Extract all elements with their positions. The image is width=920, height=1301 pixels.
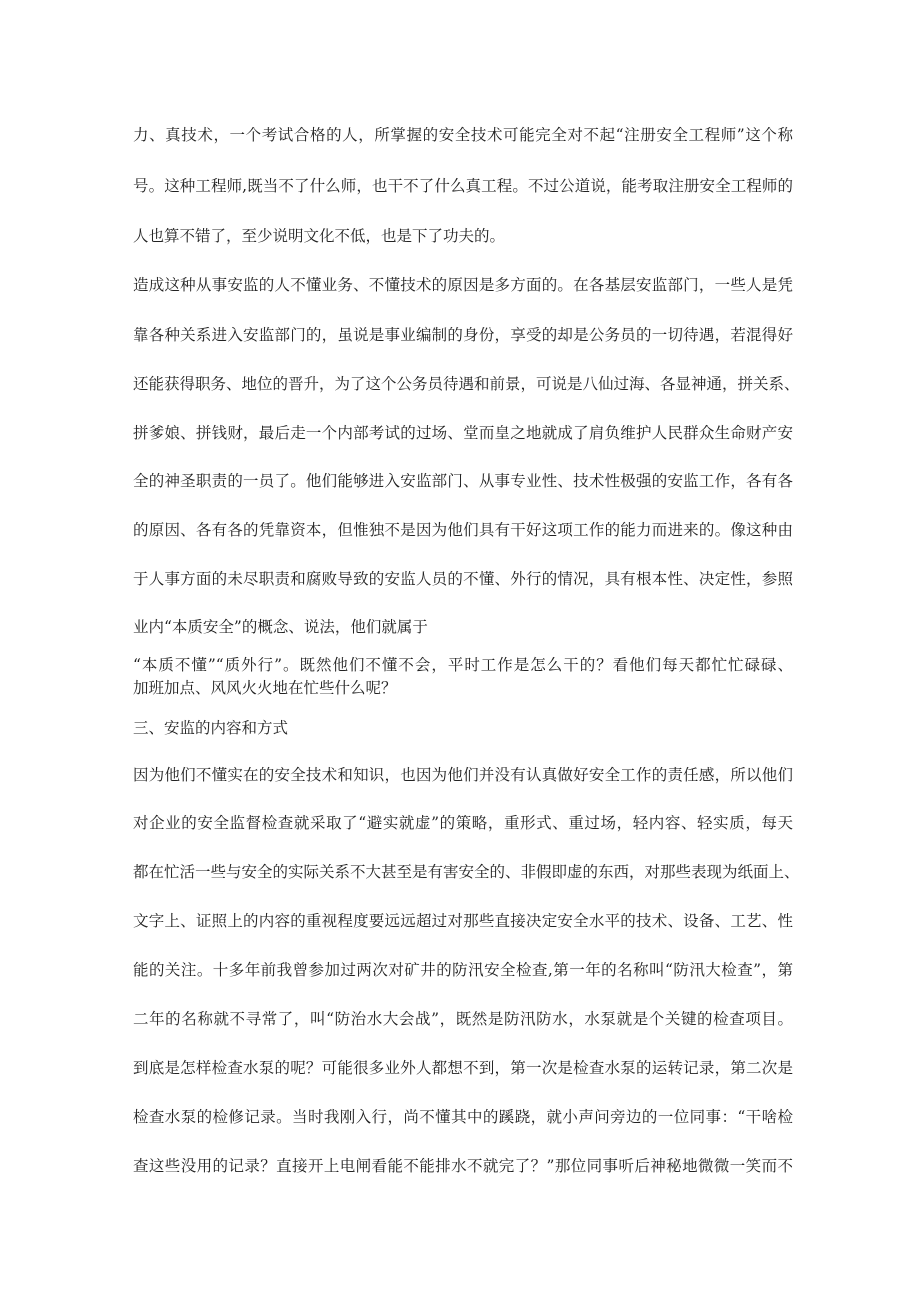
text-line: 拼爹娘、拼钱财，最后走一个内部考试的过场、堂而皇之地就成了肩负维护人民群众生命财产安 [133, 424, 793, 442]
text-line: 到底是怎样检查水泵的呢？可能很多业外人都想不到，第一次是检查水泵的运转记录，第二次是 [133, 1059, 793, 1077]
text-line: 检查水泵的检修记录。当时我刚入行，尚不懂其中的蹊跷，就小声问旁边的一位同事：“干啥检 [133, 1108, 793, 1126]
text-line: 加班加点、风风火火地在忙些什么呢？ [133, 679, 397, 697]
text-line: 文字上、证照上的内容的重视程度要远远超过对那些直接决定安全水平的技术、设备、工艺、性 [133, 912, 793, 930]
text-line: 于人事方面的未尽职责和腐败导致的安监人员的不懂、外行的情况，具有根本性、决定性，参照 [133, 570, 793, 588]
text-line: 二年的名称就不寻常了，叫“防治水大会战”，既然是防汛防水，水泵就是个关键的检查项目。 [133, 1010, 793, 1028]
text-line: “本质不懂”“质外行”。既然他们不懂不会，平时工作是怎么干的？看他们每天都忙忙碌碌、 [133, 656, 793, 674]
text-line: 全的神圣职责的一员了。他们能够进入安监部门、从事专业性、技术性极强的安监工作，各有各 [133, 472, 793, 490]
text-line: 查这些没用的记录？直接开上电闸看能不能排水不就完了？”那位同事听后神秘地微微一笑而不 [133, 1157, 793, 1175]
text-line: 力、真技术，一个考试合格的人，所掌握的安全技术可能完全对不起“注册安全工程师”这个称 [133, 126, 793, 144]
text-line: 能的关注。十多年前我曾参加过两次对矿井的防汛安全检查,第一年的名称叫“防汛大检查”，第 [133, 961, 793, 979]
text-line: 造成这种从事安监的人不懂业务、不懂技术的原因是多方面的。在各基层安监部门，一些人是凭 [133, 276, 793, 294]
text-line: 的原因、各有各的凭靠资本，但惟独不是因为他们具有干好这项工作的能力而进来的。像这种由 [133, 521, 793, 539]
section-heading: 三、安监的内容和方式 [133, 719, 289, 737]
text-line: 还能获得职务、地位的晋升，为了这个公务员待遇和前景，可说是八仙过海、各显神通，拼关系、 [133, 375, 800, 393]
text-line: 都在忙活一些与安全的实际关系不大甚至是有害安全的、非假即虚的东西，对那些表现为纸面上、 [133, 863, 800, 881]
text-line: 靠各种关系进入安监部门的，虽说是事业编制的身份，享受的却是公务员的一切待遇，若混得好 [133, 326, 793, 344]
text-line: 业内“本质安全”的概念、说法，他们就属于 [133, 618, 428, 636]
text-line: 因为他们不懂实在的安全技术和知识，也因为他们并没有认真做好安全工作的责任感，所以他们 [133, 766, 793, 784]
text-line: 号。这种工程师,既当不了什么师，也干不了什么真工程。不过公道说，能考取注册安全工程师的 [133, 177, 793, 195]
text-line: 人也算不错了，至少说明文化不低，也是下了功夫的。 [133, 227, 506, 245]
text-line: 对企业的安全监督检查就采取了“避实就虚”的策略，重形式、重过场，轻内容、轻实质，每天 [133, 814, 793, 832]
